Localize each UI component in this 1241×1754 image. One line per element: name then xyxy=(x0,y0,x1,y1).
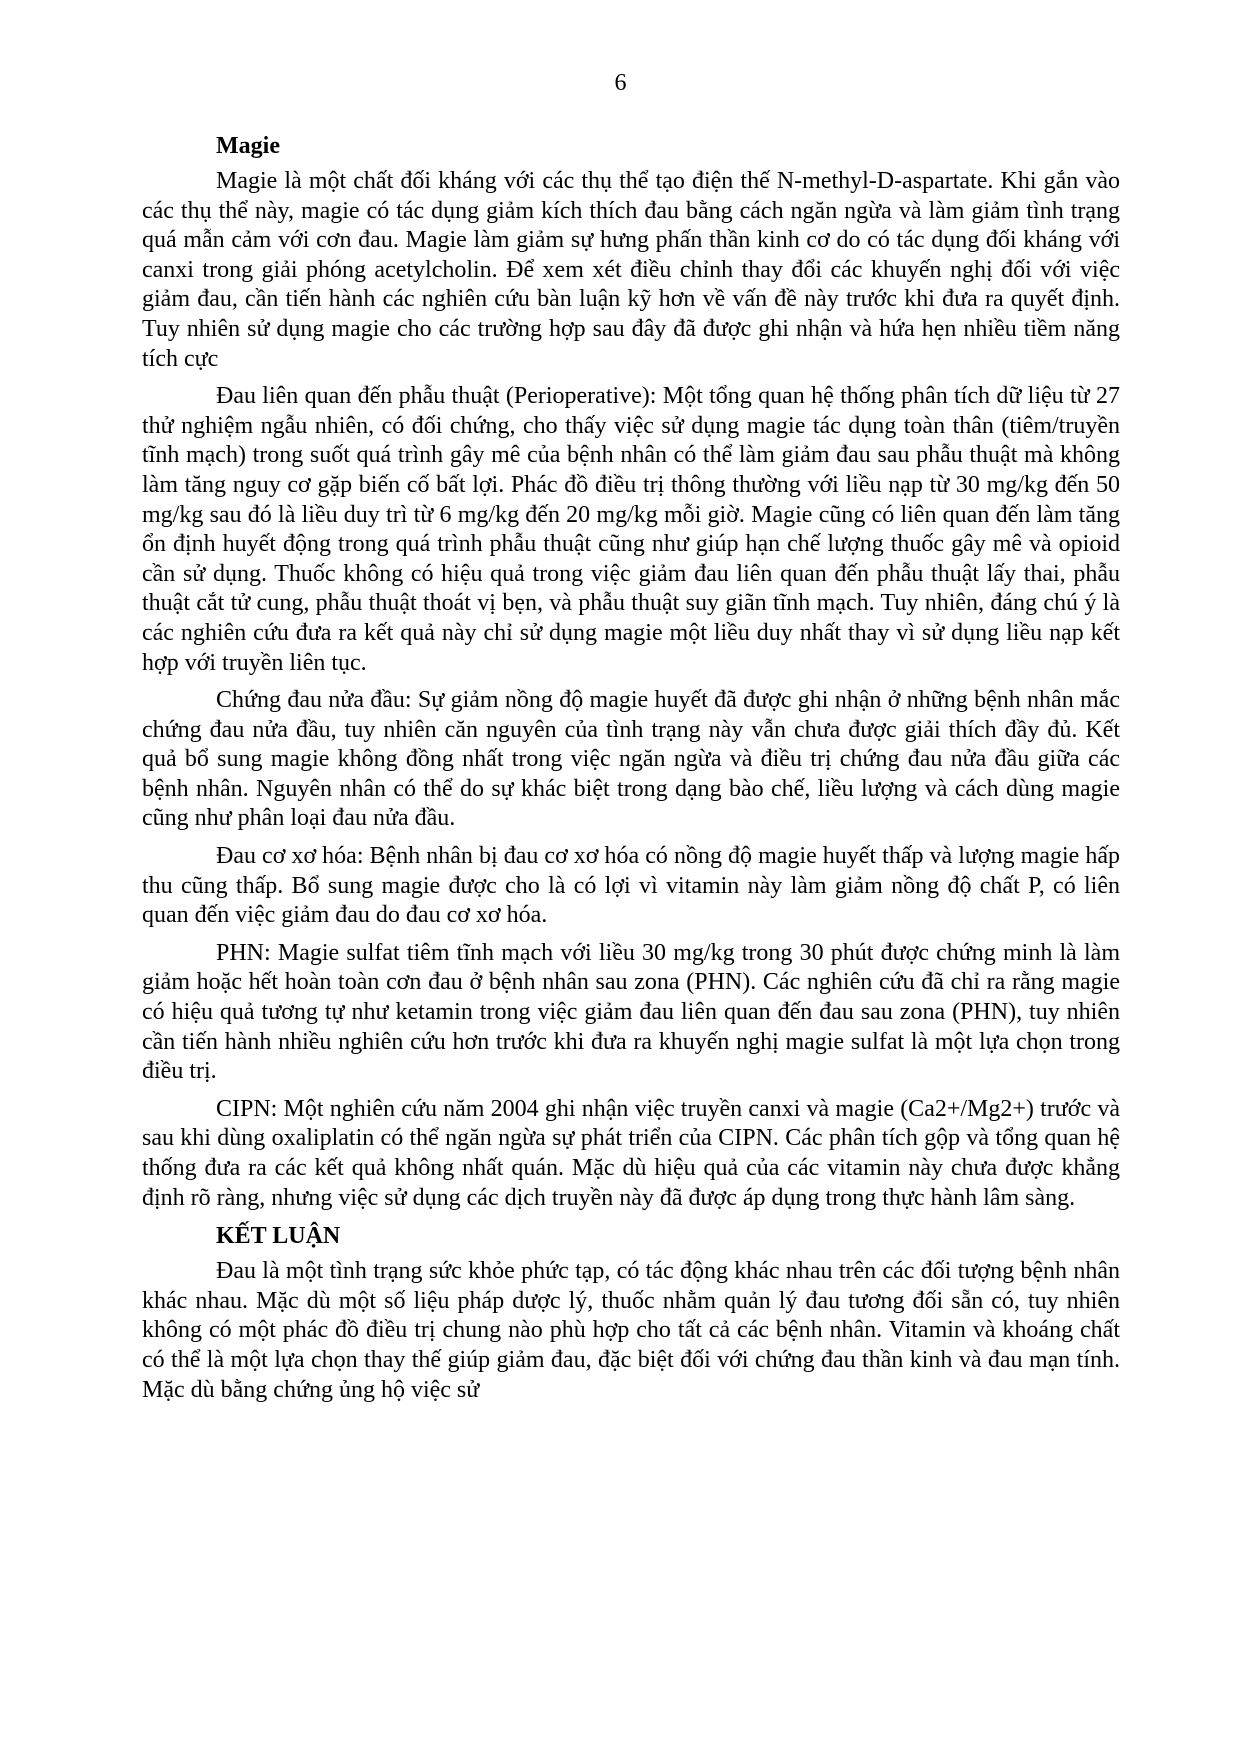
paragraph-perioperative: Đau liên quan đến phẫu thuật (Perioperative): Một tổng quan hệ thống phân tích dữ liệu từ 27 thử nghiệm ngẫu nhiên, có đối chứng, cho thấy việc sử dụng magie tác dụng toàn thân (tiêm/truyền tĩnh mạch) trong suốt quá trình gây mê của bệnh nhân có thể làm giảm đau sau phẫu thuật mà không làm tăng nguy cơ gặp biến cố bất lợi. Phác đồ điều trị thông thường với liều nạp từ 30 mg/kg đến 50 mg/kg sau đó là liều duy trì từ 6 mg/kg đến 20 mg/kg mỗi giờ. Magie cũng có liên quan đến làm tăng ổn định huyết động trong quá trình phẫu thuật cũng như giúp hạn chế lượng thuốc gây mê và opioid cần sử dụng. Thuốc không có hiệu quả trong việc giảm đau liên quan đến phẫu thuật lấy thai, phẫu thuật cắt tử cung, phẫu thuật thoát vị bẹn, và phẫu thuật suy giãn tĩnh mạch. Tuy nhiên, đáng chú ý là các nghiên cứu đưa ra kết quả này chỉ sử dụng magie một liều duy nhất thay vì sử dụng liều nạp kết hợp với truyền liên tục. xyxy=(142,383,1120,676)
paragraph-conclusion: Đau là một tình trạng sức khỏe phức tạp, có tác động khác nhau trên các đối tượng bệnh nhân khác nhau. Mặc dù một số liệu pháp dược lý, thuốc nhằm quản lý đau tương đối sẵn có, tuy nhiên không có một phác đồ điều trị chung nào phù hợp cho tất cả các bệnh nhân. Vitamin và khoáng chất có thể là một lựa chọn thay thế giúp giảm đau, đặc biệt đối với chứng đau thần kinh và đau mạn tính. Mặc dù bằng chứng ủng hộ việc sử xyxy=(142,1258,1120,1403)
document-body xyxy=(142,131,1120,1413)
section-heading-magie: Magie xyxy=(216,133,280,159)
section-magie xyxy=(142,131,1120,1213)
paragraph-phn: PHN: Magie sulfat tiêm tĩnh mạch với liều 30 mg/kg trong 30 phút được chứng minh là làm giảm hoặc hết hoàn toàn cơn đau ở bệnh nhân sau zona (PHN). Các nghiên cứu đã chỉ ra rằng magie có hiệu quả tương tự như ketamin trong việc giảm đau liên quan đến đau sau zona (PHN), tuy nhiên cần tiến hành nhiều nghiên cứu hơn trước khi đưa ra khuyến nghị magie sulfat là một lựa chọn trong điều trị. xyxy=(142,939,1120,1085)
paragraph-cipn: CIPN: Một nghiên cứu năm 2004 ghi nhận việc truyền canxi và magie (Ca2+/Mg2+) trước và sau khi dùng oxaliplatin có thể ngăn ngừa sự phát triển của CIPN. Các phân tích gộp và tổng quan hệ thống đưa ra các kết quả không nhất quán. Mặc dù hiệu quả của các vitamin này chưa được khẳng định rõ ràng, nhưng việc sử dụng các dịch truyền này đã được áp dụng trong thực hành lâm sàng. xyxy=(142,1095,1120,1211)
section-conclusion xyxy=(142,1221,1120,1405)
paragraph-fibromyalgia: Đau cơ xơ hóa: Bệnh nhân bị đau cơ xơ hóa có nồng độ magie huyết thấp và lượng magie hấp thu cũng thấp. Bổ sung magie được cho là có lợi vì vitamin này làm giảm nồng độ chất P, có liên quan đến việc giảm đau do đau cơ xơ hóa. xyxy=(142,843,1120,929)
paragraph-magie-intro: Magie là một chất đối kháng với các thụ thể tạo điện thế N-methyl-D-aspartate. Khi gắn vào các thụ thể này, magie có tác dụng giảm kích thích đau bằng cách ngăn ngừa và làm giảm tình trạng quá mẫn cảm với cơn đau. Magie làm giảm sự hưng phấn thần kinh cơ do có tác dụng đối kháng với canxi trong giải phóng acetylcholin. Để xem xét điều chỉnh thay đổi các khuyến nghị đối với việc giảm đau, cần tiến hành các nghiên cứu bàn luận kỹ hơn về vấn đề này trước khi đưa ra quyết định. Tuy nhiên sử dụng magie cho các trường hợp sau đây đã được ghi nhận và hứa hẹn nhiều tiềm năng tích cực xyxy=(142,168,1120,372)
paragraph-migraine: Chứng đau nửa đầu: Sự giảm nồng độ magie huyết đã được ghi nhận ở những bệnh nhân mắc chứng đau nửa đầu, tuy nhiên căn nguyên của tình trạng này vẫn chưa được giải thích đầy đủ. Kết quả bổ sung magie không đồng nhất trong việc ngăn ngừa và điều trị chứng đau nửa đầu giữa các bệnh nhân. Nguyên nhân có thể do sự khác biệt trong dạng bào chế, liều lượng và cách dùng magie cũng như phân loại đau nửa đầu. xyxy=(142,687,1120,832)
section-heading-conclusion: KẾT LUẬN xyxy=(216,1223,341,1250)
page-number: 6 xyxy=(614,70,627,96)
